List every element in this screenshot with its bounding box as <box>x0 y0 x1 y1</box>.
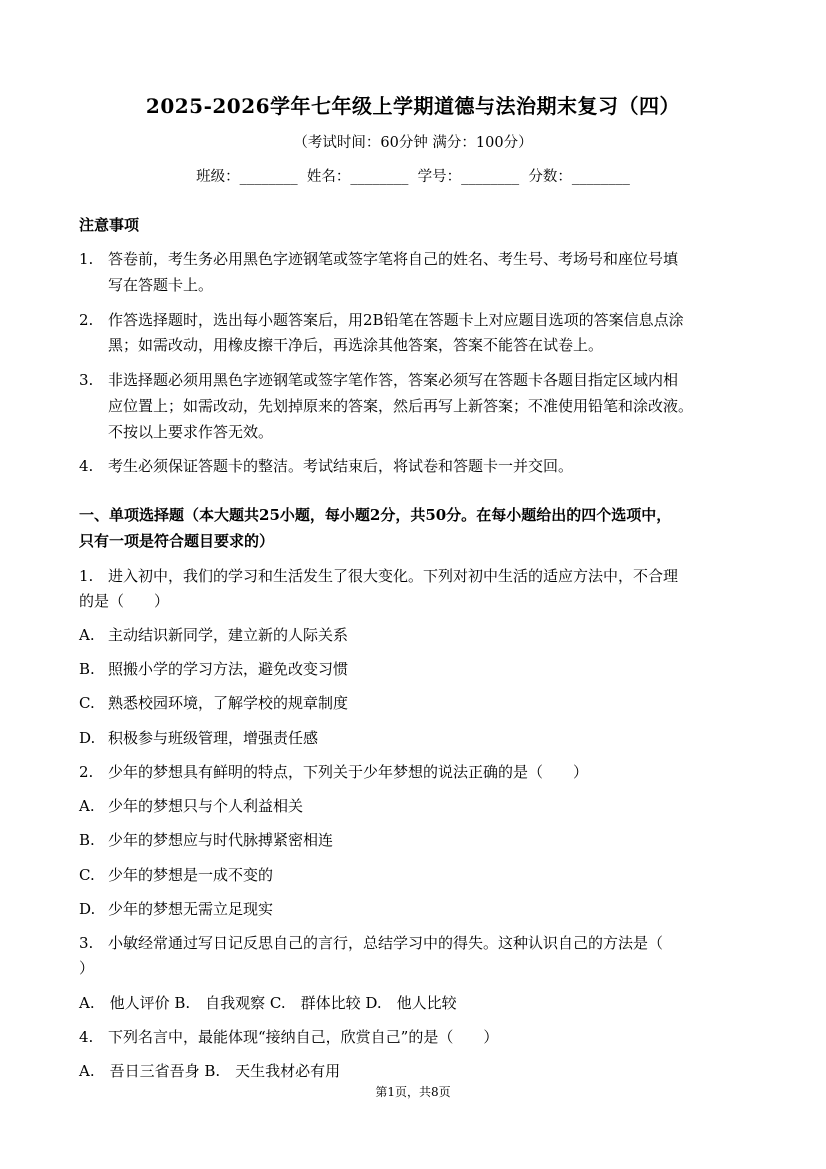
notice-text: 写在答题卡上。 <box>108 276 214 294</box>
notice-item <box>79 455 573 476</box>
question-text: 少年的梦想具有鲜明的特点，下列关于少年梦想的说法正确的是（ ） <box>108 763 589 781</box>
notice-item <box>79 248 678 269</box>
notice-text: 不按以上要求作答无效。 <box>108 423 274 441</box>
option-d <box>79 727 318 748</box>
notice-number: 4. <box>79 457 94 475</box>
section-heading: 只有一项是符合题目要求的） <box>79 532 275 550</box>
option-label: A. <box>79 797 95 815</box>
option-c <box>79 864 273 885</box>
option-a <box>79 624 348 645</box>
question-4 <box>79 1026 498 1047</box>
notice-number: 2. <box>79 311 94 329</box>
option-a <box>79 795 303 816</box>
notice-text: 考生必须保证答题卡的整洁。考试结束后，将试卷和答题卡一并交回。 <box>108 457 574 475</box>
option-label: C. <box>79 866 95 884</box>
notice-text: 答卷前，考生务必用黑色字迹钢笔或签字笔将自己的姓名、考生号、考场号和座位号填 <box>108 250 679 268</box>
option-d <box>79 898 273 919</box>
page-footer: 第1页，共8页 <box>375 1085 451 1099</box>
question-text: 下列名言中，最能体现“接纳自己，欣赏自己”的是（ ） <box>108 1028 499 1046</box>
exam-title: 2025-2026学年七年级上学期道德与法治期末复习（四） <box>145 94 681 118</box>
notice-item <box>79 309 684 330</box>
question-text: 的是（ ） <box>79 592 170 610</box>
option-text: 主动结识新同学，建立新的人际关系 <box>108 626 349 644</box>
option-label: D. <box>79 900 96 918</box>
notice-text: 作答选择题时，选出每小题答案后，用2B铅笔在答题卡上对应题目选项的答案信息点涂 <box>108 311 684 329</box>
section-heading: 一、单项选择题（本大题共25小题，每小题2分，共50分。在每小题给出的四个选项中， <box>79 506 672 524</box>
option-label: A. <box>79 626 95 644</box>
question-text: 小敏经常通过写日记反思自己的言行，总结学习中的得失。这种认识自己的方法是（ <box>108 934 664 952</box>
option-text: 少年的梦想是一成不变的 <box>108 866 274 884</box>
question-number: 3. <box>79 934 94 952</box>
question-text: ） <box>79 959 95 977</box>
option-text: 熟悉校园环境，了解学校的规章制度 <box>108 694 349 712</box>
exam-subtitle: （考试时间：60分钟 满分：100分） <box>293 135 533 151</box>
option-b <box>79 829 333 850</box>
option-text: 少年的梦想只与个人利益相关 <box>108 797 304 815</box>
option-text: 积极参与班级管理，增强责任感 <box>108 729 319 747</box>
option-label: B. <box>79 831 95 849</box>
option-label: C. <box>79 694 95 712</box>
options-row: A. 吾日三省吾身 B. 天生我材必有用 <box>79 1062 341 1080</box>
question-number: 4. <box>79 1028 94 1046</box>
question-number: 2. <box>79 763 94 781</box>
notice-text: 应位置上；如需改动，先划掉原来的答案，然后再写上新答案；不准使用铅笔和涂改液。 <box>108 397 694 415</box>
options-row: A. 他人评价 B. 自我观察 C. 群体比较 D. 他人比较 <box>79 994 457 1012</box>
option-text: 少年的梦想无需立足现实 <box>108 900 274 918</box>
question-number: 1. <box>79 567 94 585</box>
option-b <box>79 658 348 679</box>
student-info-line: 班级：________ 姓名：________ 学号：________ 分数：________ <box>196 169 630 185</box>
option-c <box>79 692 348 713</box>
option-label: D. <box>79 729 96 747</box>
question-1 <box>79 565 678 586</box>
notice-number: 1. <box>79 250 94 268</box>
question-3 <box>79 932 663 953</box>
option-label: B. <box>79 660 95 678</box>
notice-text: 黑；如需改动，用橡皮擦干净后，再选涂其他答案，答案不能答在试卷上。 <box>108 336 604 354</box>
question-text: 进入初中，我们的学习和生活发生了很大变化。下列对初中生活的适应方法中，不合理 <box>108 567 679 585</box>
option-text: 照搬小学的学习方法，避免改变习惯 <box>108 660 349 678</box>
notice-text: 非选择题必须用黑色字迹钢笔或签字笔作答，答案必须写在答题卡各题目指定区域内相 <box>108 371 679 389</box>
option-text: 少年的梦想应与时代脉搏紧密相连 <box>108 831 334 849</box>
notice-item <box>79 369 678 390</box>
notice-number: 3. <box>79 371 94 389</box>
notice-heading: 注意事项 <box>79 216 140 234</box>
question-2 <box>79 761 588 782</box>
